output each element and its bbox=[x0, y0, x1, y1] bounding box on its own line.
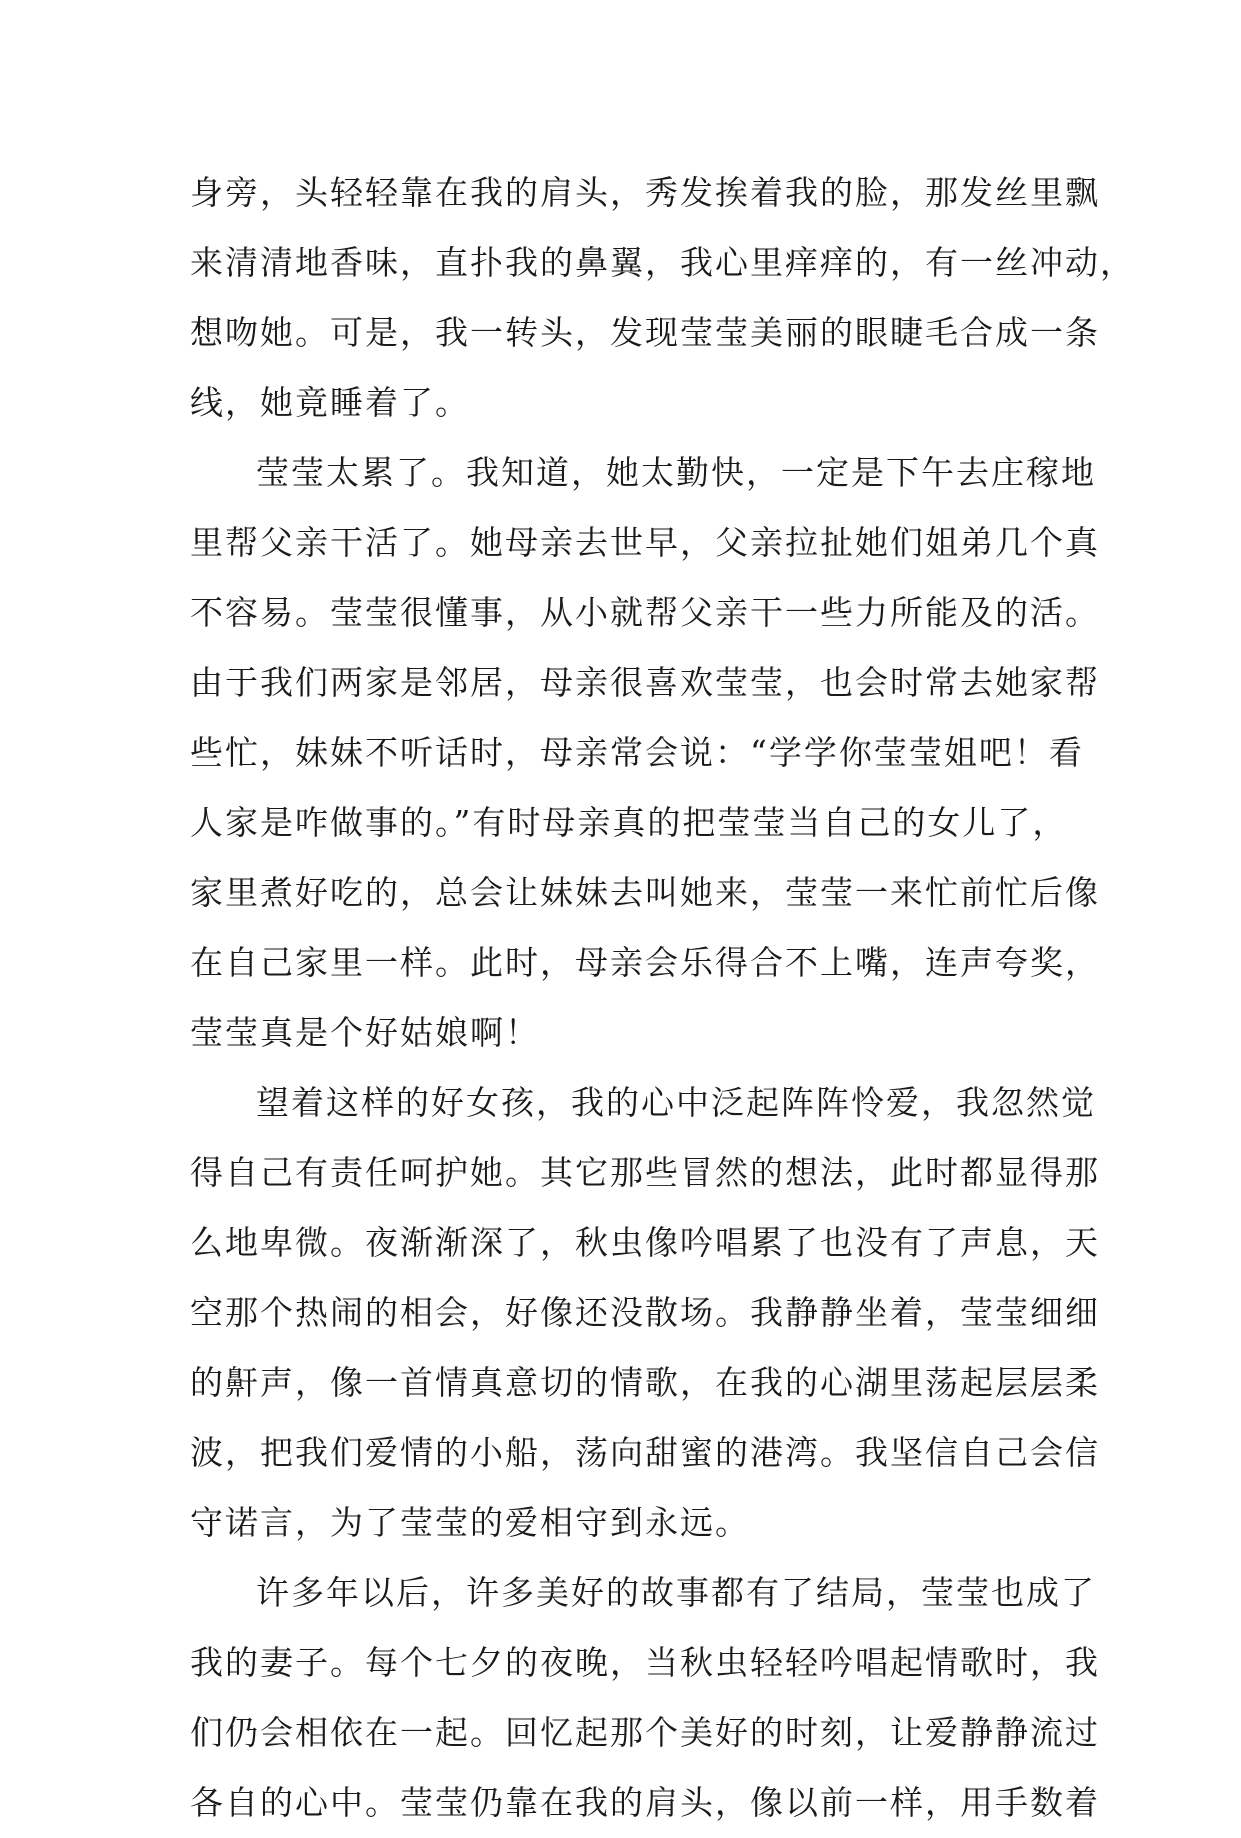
text-line: 守诺言，为了莹莹的爱相守到永远。 bbox=[190, 1503, 750, 1542]
text-line: 莹莹真是个好姑娘啊！ bbox=[190, 1013, 540, 1052]
paragraph-start-line: 许多年以后，许多美好的故事都有了结局，莹莹也成了 bbox=[256, 1573, 1096, 1612]
text-line: 各自的心中。莹莹仍靠在我的肩头，像以前一样，用手数着 bbox=[190, 1783, 1100, 1822]
text-line: 们仍会相依在一起。回忆起那个美好的时刻，让爱静静流过 bbox=[190, 1713, 1100, 1752]
body-text bbox=[190, 158, 1135, 1838]
text-line: 人家是咋做事的。”有时母亲真的把莹莹当自己的女儿了， bbox=[190, 803, 1068, 842]
text-line: 得自己有责任呵护她。其它那些冒然的想法，此时都显得那 bbox=[190, 1153, 1100, 1192]
text-line: 波，把我们爱情的小船，荡向甜蜜的港湾。我坚信自己会信 bbox=[190, 1433, 1100, 1472]
text-line: 身旁，头轻轻靠在我的肩头，秀发挨着我的脸，那发丝里飘 bbox=[190, 173, 1100, 212]
text-line: 里帮父亲干活了。她母亲去世早，父亲拉扯她们姐弟几个真 bbox=[190, 523, 1100, 562]
paragraph-start-line: 莹莹太累了。我知道，她太勤快，一定是下午去庄稼地 bbox=[256, 453, 1096, 492]
text-line: 不容易。莹莹很懂事，从小就帮父亲干一些力所能及的活。 bbox=[190, 593, 1100, 632]
text-line: 我的妻子。每个七夕的夜晚，当秋虫轻轻吟唱起情歌时，我 bbox=[190, 1643, 1100, 1682]
text-line: 线，她竟睡着了。 bbox=[190, 383, 470, 422]
text-line: 来清清地香味，直扑我的鼻翼，我心里痒痒的，有一丝冲动， bbox=[190, 243, 1135, 282]
text-line: 空那个热闹的相会，好像还没散场。我静静坐着，莹莹细细 bbox=[190, 1293, 1100, 1332]
text-line: 的鼾声，像一首情真意切的情歌，在我的心湖里荡起层层柔 bbox=[190, 1363, 1100, 1402]
text-line: 由于我们两家是邻居，母亲很喜欢莹莹，也会时常去她家帮 bbox=[190, 663, 1100, 702]
text-line: 些忙，妹妹不听话时，母亲常会说：“学学你莹莹姐吧！看 bbox=[190, 733, 1084, 772]
text-line: 想吻她。可是，我一转头，发现莹莹美丽的眼睫毛合成一条 bbox=[190, 313, 1100, 352]
paragraph-start-line: 望着这样的好女孩，我的心中泛起阵阵怜爱，我忽然觉 bbox=[256, 1083, 1096, 1122]
text-line: 家里煮好吃的，总会让妹妹去叫她来，莹莹一来忙前忙后像 bbox=[190, 873, 1100, 912]
text-line: 在自己家里一样。此时，母亲会乐得合不上嘴，连声夸奖， bbox=[190, 943, 1100, 982]
text-line: 么地卑微。夜渐渐深了，秋虫像吟唱累了也没有了声息，天 bbox=[190, 1223, 1100, 1262]
